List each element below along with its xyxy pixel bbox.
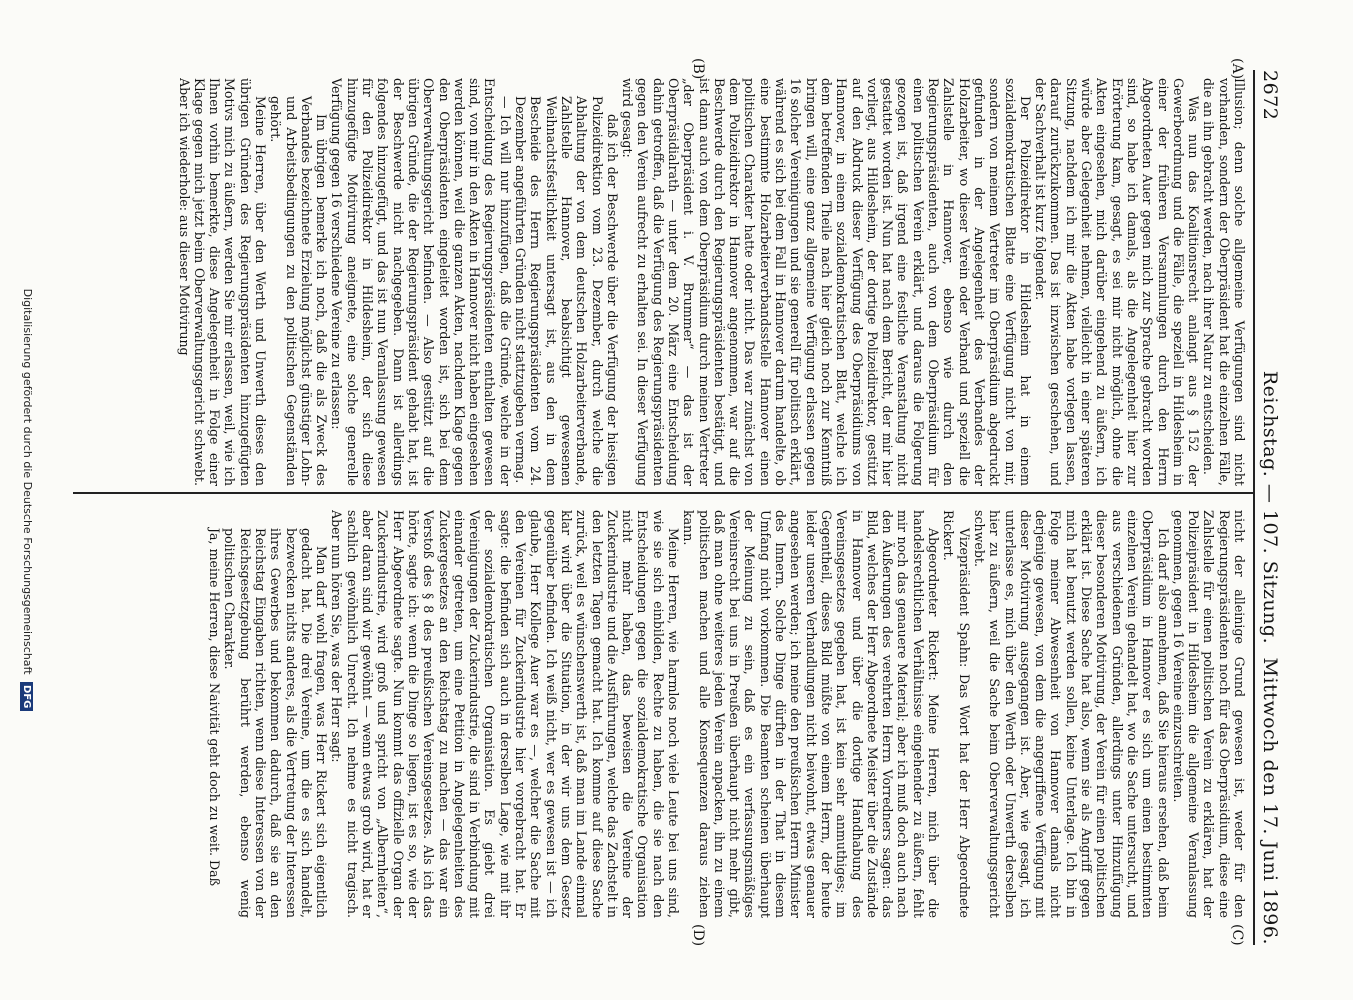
speaker-paragraph: Abgeordneter Rickert: Meine Herren, mich über die handelsrechtlichen Verhältnisse eingehender zu äußern, fehlt mir noch das genauere Material; aber ich muß doch auch nach den Äußerungen des verehrten Herrn Vorredners sagen: das Bild, welches der Herr Abgeordnete Meister über die Zustände in Hannover und über die dortige Handhabung des Vereinsgesetzes gegeben hat, ist kein sehr anmuthiges; im Gegentheil, dieses Bild müßte von einem Herrn, der heute leider unseren Verhandlungen nicht beiwohnt, etwas genauer angesehen werden; ich meine den preußischen Herrn Minister des Innern. Solche Dinge dürften in der That in diesem Umfang nicht vorkommen. Die Beamten scheinen überhaupt der Meinung zu sein, daß es ein verfassungsmäßiges Vereinsrecht bei uns in Preußen überhaupt nicht mehr gibt, daß man ohne weiteres jeden Verein anpacken, ihn zu einem politischen machen und alle Konsequenzen daraus ziehen kann.	[681, 510, 942, 918]
paragraph: Der Polizeidirektor in Hildesheim hat in einem sozialdemokratischen Blatte eine Verfügung nicht von mir, sondern von meinem Vertreter im Oberpräsidium abgedruckt gefunden in der Angelegenheit des Verbandes der Holzarbeiter, wo dieser Verein oder Verband und speziell die Zahlstelle in Hannover, ebenso wie durch den Regierungspräsidenten, auch von dem Oberpräsidium für einen politischen Verein erklärt, und daraus die Folgerung gezogen ist, daß irgend eine festliche Veranstaltung nicht gestattet worden ist. Nun hat nach dem Bericht, der mir hier vorliegt, aus Hildesheim, der dortige Polizeidirektor, gestützt auf den Abdruck dieser Verfügung des Oberpräsidiums von Hannover, in einem sozialdemokratischen Blatt, welche ich dem betreffenden Theile nach hier gleich noch zur Kenntniß bringen will, eine ganz allgemeine Verfügung erlassen gegen 16 solcher Vereinigungen und sie generell für politisch erklärt, während es sich bei dem Fall in Hannover darum handelte, ob eine bestimmte Holzarbeiterverbandsstelle Hannover einen politischen Charakter hatte oder nicht. Das war zunächst von dem Polizeidirektor in Hannover angenommen, war auf die Beschwerde durch den Regierungspräsidenten bestätigt, und ist dann auch von dem Oberpräsidium durch meinen Vertreter „der Oberpräsident i. V. Brummer“ — das ist der Oberpräsidialrath — unter dem 20. März eine Entscheidung dahin getroffen, daß die Verfügung des Regierungspräsidenten gegen den Verein aufrecht zu erhalten sei. In dieser Verfügung wird gesagt:	[620, 78, 1033, 486]
paragraph: Was nun das Koalitionsrecht anlangt aus § 152 der Gewerbeordnung und die Fälle, die speziell in Hildesheim in einer der früheren Versammlungen durch den Herrn Abgeordneten Auer gegen mich zur Sprache gebracht worden sind, so habe ich damals, als die Angelegenheit hier zur Erörterung kam, gesagt, es sei mir nicht möglich, ohne die Akten eingesehen, mich darüber eingehend zu äußern, ich würde aber Gelegenheit nehmen, vielleicht in einer späteren Sitzung, nachdem ich mir die Akten habe vorlegen lassen, darauf zurückzukommen. Das ist inzwischen geschehen, und der Sachverhalt ist kurz folgender.	[1033, 78, 1202, 486]
margin-marker-c: (C)	[1229, 924, 1245, 946]
quoted-paragraph: Im übrigen bemerke ich noch, daß die als Zweck des Verbandes bezeichnete Erzielung möglichst günstiger Lohn- und Arbeitsbedingungen zu den politischen Gegenständen gehört.	[268, 96, 330, 486]
page-number: 2672	[1259, 70, 1281, 121]
paragraph: Illusion; denn solche allgemeine Verfügungen sind nicht vorhanden, sondern der Oberpräsident hat die einzelnen Fälle, die an ihn gebracht werden, nach ihrer Natur zu entscheiden.	[1201, 78, 1247, 486]
margin-marker-b: (B)	[690, 58, 706, 80]
page-header-date: Mittwoch den 17. Juni 1896.	[1259, 657, 1281, 945]
page-header-title: Reichstag. — 107. Sitzung.	[1259, 370, 1281, 645]
paragraph: Meine Herren, über den Werth und Unwerth dieses den übrigen Gründen des Regierungspräsidenten hinzugefügten Motivs mich zu äußern, werden Sie mir erlassen, weil, wie ich Ihnen vorhin bemerkte, diese Angelegenheit in Folge einer Klage gegen mich jetzt beim Oberverwaltungsgericht schwebt. Aber ich wiederhole: aus dieser Motivirung	[176, 78, 268, 486]
left-text-column	[67, 78, 1247, 486]
margin-marker-a: (A)	[1229, 58, 1245, 80]
margin-marker-d: (D)	[690, 924, 706, 947]
column-divider	[73, 492, 1253, 494]
quoted-paragraph: daß ich der Beschwerde über die Verfügung der hiesigen Polizeidirektion vom 23. Dezember, durch welche die Abhaltung der von dem deutschen Holzarbeiterverbande, Zahlstelle Hannover, beabsichtigt gewesenen Weihnachtsfestlichkeit untersagt ist, aus den in dem Bescheide des Herrn Regierungspräsidenten vom 24. Dezember angeführten Gründen nicht stattzugeben vermag.	[513, 96, 620, 486]
footer-text: Digitalisierung gefördert durch die Deutsche Forschungsgemeinschaft	[21, 288, 34, 675]
paragraph: Ja, meine Herren, diese Naivität geht doch zu weit. Daß	[207, 528, 223, 886]
digitization-footer	[20, 0, 34, 1000]
paragraph: Meine Herren, wie harmlos noch viele Leute bei uns sind, wie sie sich einbilden, Rechte zu haben, die sie nach den Entscheidungen gegen die sozialdemokratische Organisation nicht mehr haben, das beweisen die Vereine der Zuckerindustrie und die Ausführungen, welche das Zachstelt in den letzten Tagen gemacht hat. Ich komme auf diese Sache zurück, weil es wünschenswerth ist, daß man im Lande einmal klar wird über die Situation, in der wir uns dem Gesetz gegenüber befinden. Ich weiß nicht, wer es gewesen ist — ich glaube, Herr Kollege Auer war es —, welcher die Sache mit den Vereinen für Zuckerindustrie hier vorgebracht hat. Er sagte: die befinden sich auch in derselben Lage, wie mit ihr der sozialdemokratischen Organisation. Es giebt drei Vereinigungen der Zuckerindustrie, die sind in Verbindung mit einander getreten, um eine Petition in Angelegenheiten des Zuckergesetzes an den Reichstag zu machen — das war ein Verstoß des § 8 des preußischen Vereinsgesetzes. Als ich das hörte, sagte ich: wenn die Dinge so liegen, ist es so, wie der Herr Abgeordnete sagte. Nun kommt das offizielle Organ der Zuckerindustrie, wird groß und spricht von „Albernheiten“, aber daran sind wir gewöhnt — wenn etwas grob wird, hat er sachlich gewöhnlich Unrecht. Ich nehme es nicht tragisch. Aber nun hören Sie, was der Herr sagt:	[329, 510, 682, 918]
paragraph: Ich darf also annehmen, daß Sie hieraus ersehen, daß beim Oberpräsidium in Hannover es sich um einen bestimmten einzelnen Verein gehandelt hat, wo die Sache untersucht, und aus verschiedenen Gründen, allerdings unter Hinzufügung dieser besonderen Motivirung, der Verein für einen politischen erklärt ist. Diese Sache hat also, wenn sie als Angriff gegen mich hat benutzt werden sollen, keine Unterlage. Ich bin in Folge meiner Abwesenheit von Hannover damals nicht derjenige gewesen, von dem die angegriffene Verfügung mit dieser Motivirung ausgegangen ist. Aber, wie gesagt, ich unterlasse es, mich über den Werth oder Unwerth derselben hier zu äußern, weil die Sache beim Oberverwaltungsgericht schwebt.	[971, 510, 1171, 918]
quoted-paragraph: Man darf wohl fragen, was Herr Rickert sich eigentlich gedacht hat. Die drei Vereine, um die es sich handelt, bezwecken nichts anderes, als die Vertretung der Interessen ihres Gewerbes und bekommen dadurch, daß sie an den Reichstag Eingaben richten, wenn diese Interessen von der Reichsgesetzgebung berührt werden, ebenso wenig politischen Charakter.	[222, 528, 330, 918]
header-rule	[1253, 70, 1255, 945]
paragraph: — Ich will nur hinzufügen, daß die Gründe, welche in der Entscheidung des Regierungspräsidenten enthalten gewesen sind, von mir in den Akten in Hannover nicht haben eingesehen werden können, weil die ganzen Akten, nachdem Klage gegen den Oberpräsidenten eingeleitet worden ist, sich bei dem Oberverwaltungsgericht befinden. — Also gestützt auf die übrigen Gründe, die der Regierungspräsident gehabt hat, ist der Beschwerde nicht nachgegeben. Dann ist allerdings folgendes hinzugefügt, und das ist nun Veranlassung gewesen für den Polizeidirektor in Hildesheim, der sich diese hinzugefügte Motivirung aneignete, eine solche generelle Verfügung gegen 16 verschiedene Vereine zu erlassen:	[329, 78, 513, 486]
speaker-paragraph: Vizepräsident Spahn: Das Wort hat der Herr Abgeordnete Rickert.	[941, 510, 972, 918]
dfg-logo: DFG	[20, 682, 33, 711]
page-header	[1259, 70, 1295, 945]
right-text-column	[67, 510, 1247, 918]
paragraph: nicht der alleinige Grund gewesen ist, weder für den Regierungspräsidenten noch für das Oberpräsidium, diese eine Zahlstelle für einen politischen Verein zu erklären, hat der Polizeipräsident in Hildesheim die allgemeine Veranlassung genommen, gegen 16 Vereine einzuschreiten.	[1170, 510, 1247, 918]
